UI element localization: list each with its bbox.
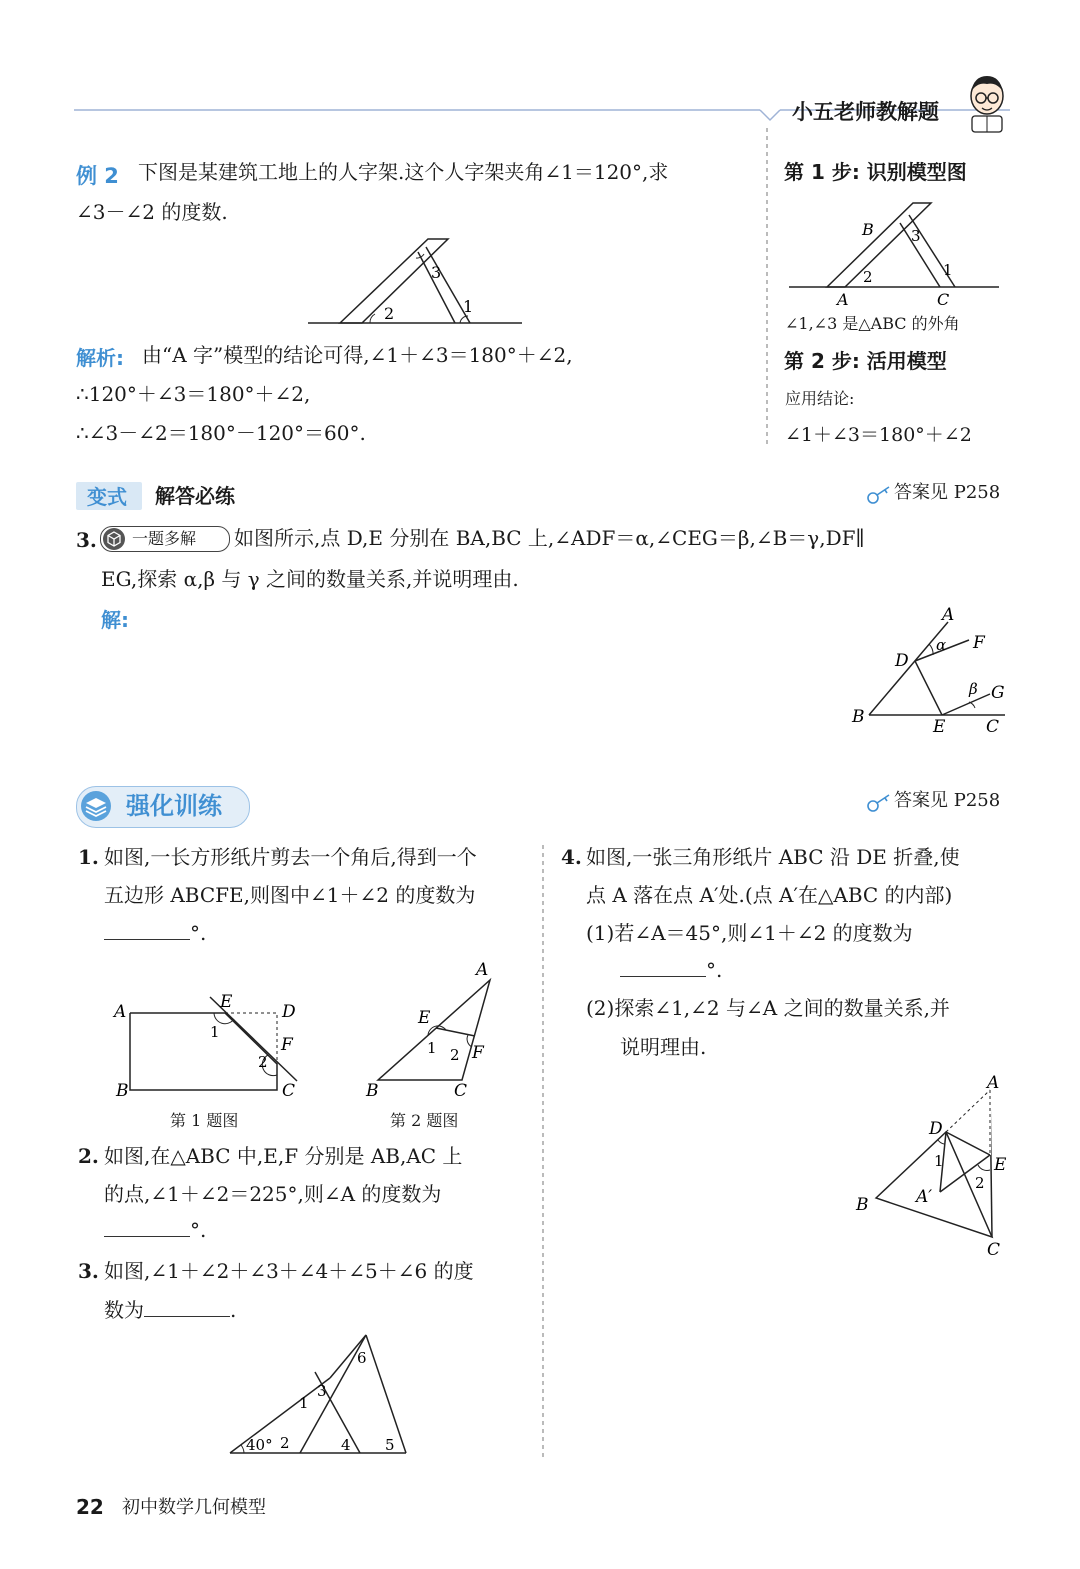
sidebar-apply-formula: ∠1＋∠3＝180°＋∠2 bbox=[785, 424, 972, 446]
q3-fig-label-6: 6 bbox=[357, 1349, 367, 1367]
q4-fig-label-1: 1 bbox=[934, 1152, 944, 1170]
q3-fig-label-4: 4 bbox=[341, 1436, 351, 1454]
q4-part-2-line-1: (2)探索∠1,∠2 与∠A 之间的数量关系,并 bbox=[586, 996, 950, 1020]
analysis-label: 解析: bbox=[76, 346, 124, 370]
q2-answer-blank[interactable] bbox=[104, 1218, 190, 1237]
example-fig-label-2: 2 bbox=[384, 304, 395, 323]
q1-answer-blank[interactable] bbox=[104, 921, 190, 940]
training-title: 强化训练 bbox=[126, 792, 222, 820]
sidebar-fig-label-3: 3 bbox=[911, 227, 921, 245]
q1-fig-label-B: B bbox=[116, 1081, 129, 1101]
page-number: 22 bbox=[76, 1495, 104, 1519]
variant-fig-label-G: G bbox=[991, 683, 1005, 703]
q4-line-2: 点 A 落在点 A′处.(点 A′在△ABC 的内部) bbox=[586, 883, 953, 907]
q4-fig-label-D: D bbox=[929, 1119, 943, 1139]
column-divider bbox=[541, 845, 545, 1460]
example-fig-label-1: 1 bbox=[463, 297, 474, 316]
sidebar-fig-label-C: C bbox=[937, 290, 950, 309]
layers-icon bbox=[80, 790, 114, 822]
analysis-line-2: ∴120°＋∠3＝180°＋∠2, bbox=[76, 382, 311, 406]
example-figure bbox=[300, 230, 530, 330]
variant-fig-label-E: E bbox=[933, 717, 946, 737]
teacher-avatar-icon bbox=[962, 70, 1012, 136]
q3-answer-blank[interactable] bbox=[144, 1298, 230, 1317]
q4-number: 4. bbox=[561, 845, 582, 869]
q4-fig-label-A: A bbox=[987, 1073, 1000, 1093]
q2-fig-label-2: 2 bbox=[450, 1046, 460, 1064]
sidebar-fig-label-B: B bbox=[862, 220, 874, 239]
q2-line-3 bbox=[104, 1218, 206, 1242]
sidebar-fig-label-2: 2 bbox=[863, 268, 873, 286]
q2-fig-label-F: F bbox=[472, 1043, 484, 1063]
q4-fig-label-B: B bbox=[856, 1195, 869, 1215]
variant-fig-label-C: C bbox=[986, 717, 1000, 737]
sidebar-fig-label-A: A bbox=[837, 290, 849, 309]
q4-part-1-suffix: °. bbox=[706, 958, 723, 982]
q1-line-3-suffix: °. bbox=[190, 921, 207, 945]
q3-line-2-suffix: . bbox=[230, 1298, 237, 1322]
analysis-line-1: 由“A 字”模型的结论可得,∠1＋∠3＝180°＋∠2, bbox=[142, 343, 573, 367]
cube-icon bbox=[102, 527, 126, 551]
sidebar-step-2: 第 2 步: 活用模型 bbox=[784, 349, 947, 373]
variant-fig-label-alpha: α bbox=[936, 636, 947, 654]
q3-fig-label-5: 5 bbox=[385, 1436, 395, 1454]
example-line-2: ∠3－∠2 的度数. bbox=[76, 200, 228, 224]
q2-fig-label-B: B bbox=[366, 1081, 379, 1101]
q3-fig-label-2: 2 bbox=[280, 1434, 290, 1452]
variant-tag-text: 变式 bbox=[87, 485, 127, 509]
variant-fig-label-B: B bbox=[852, 707, 865, 727]
analysis-line-3: ∴∠3－∠2＝180°－120°＝60°. bbox=[76, 421, 366, 445]
q2-number: 2. bbox=[78, 1144, 99, 1168]
q4-fig-label-E: E bbox=[994, 1155, 1007, 1175]
q1-fig-label-E: E bbox=[220, 992, 233, 1012]
q2-fig-label-1: 1 bbox=[427, 1039, 437, 1057]
sidebar-figure bbox=[785, 195, 1005, 310]
variant-line-2: EG,探索 α,β 与 γ 之间的数量关系,并说明理由. bbox=[101, 567, 519, 591]
q2-fig-label-C: C bbox=[454, 1081, 468, 1101]
q4-answer-blank[interactable] bbox=[620, 958, 706, 977]
q2-line-3-suffix: °. bbox=[190, 1218, 207, 1242]
variant-question-number: 3. bbox=[76, 528, 97, 552]
q1-line-1: 如图,一长方形纸片剪去一个角后,得到一个 bbox=[104, 845, 477, 869]
q4-fig-label-A-prime: A′ bbox=[916, 1187, 933, 1207]
q2-line-1: 如图,在△ABC 中,E,F 分别是 AB,AC 上 bbox=[104, 1144, 463, 1168]
q4-figure bbox=[850, 1070, 1020, 1265]
q1-line-2: 五边形 ABCFE,则图中∠1＋∠2 的度数为 bbox=[104, 883, 476, 907]
example-label: 例 2 bbox=[76, 164, 119, 188]
sidebar-fig-label-1: 1 bbox=[943, 261, 953, 279]
variant-title: 解答必练 bbox=[155, 484, 235, 508]
q2-fig-label-A: A bbox=[476, 960, 489, 980]
q2-fig-label-E: E bbox=[418, 1008, 431, 1028]
variant-figure bbox=[845, 600, 1015, 740]
variant-fig-label-beta: β bbox=[969, 680, 978, 698]
variant-fig-label-D: D bbox=[895, 651, 909, 671]
q3-figure bbox=[220, 1330, 420, 1460]
q2-figure bbox=[360, 958, 510, 1103]
q3-number: 3. bbox=[78, 1259, 99, 1283]
q4-fig-label-C: C bbox=[987, 1240, 1001, 1260]
q1-line-3 bbox=[104, 921, 206, 945]
q3-fig-label-1: 1 bbox=[299, 1394, 309, 1412]
q1-caption: 第 1 题图 bbox=[170, 1111, 239, 1130]
sidebar-step-1: 第 1 步: 识别模型图 bbox=[784, 160, 967, 184]
q4-fig-label-2: 2 bbox=[975, 1174, 985, 1192]
sidebar-apply-label: 应用结论: bbox=[785, 389, 855, 408]
q1-fig-label-C: C bbox=[282, 1081, 296, 1101]
badge-text: 一题多解 bbox=[132, 529, 197, 548]
key-icon-2 bbox=[866, 792, 892, 814]
variant-line-1: 如图所示,点 D,E 分别在 BA,BC 上,∠ADF＝α,∠CEG＝β,∠B＝γ,DF∥ bbox=[234, 526, 865, 550]
sidebar-caption: ∠1,∠3 是△ABC 的外角 bbox=[785, 314, 960, 333]
q1-fig-label-A: A bbox=[114, 1002, 127, 1022]
q4-line-1: 如图,一张三角形纸片 ABC 沿 DE 折叠,使 bbox=[586, 845, 960, 869]
q1-fig-label-1: 1 bbox=[210, 1023, 220, 1041]
sidebar-title: 小五老师教解题 bbox=[792, 100, 939, 124]
sidebar-divider bbox=[765, 128, 769, 448]
q3-line-2-prefix: 数为 bbox=[104, 1298, 144, 1322]
example-line-1: 下图是某建筑工地上的人字架.这个人字架夹角∠1＝120°,求 bbox=[138, 160, 669, 184]
q3-fig-label-3: 3 bbox=[317, 1382, 327, 1400]
q3-line-1: 如图,∠1＋∠2＋∠3＋∠4＋∠5＋∠6 的度 bbox=[104, 1259, 474, 1283]
q1-fig-label-F: F bbox=[281, 1035, 293, 1055]
q3-fig-label-40: 40° bbox=[246, 1436, 273, 1454]
q1-figure bbox=[110, 985, 310, 1105]
q4-part-2-line-2: 说明理由. bbox=[620, 1035, 707, 1059]
q3-line-2 bbox=[104, 1298, 236, 1322]
q4-part-1: (1)若∠A＝45°,则∠1＋∠2 的度数为 bbox=[586, 921, 913, 945]
q4-part-1-answer bbox=[620, 958, 722, 982]
q2-caption: 第 2 题图 bbox=[390, 1111, 459, 1130]
variant-fig-label-A: A bbox=[942, 605, 955, 625]
key-icon bbox=[866, 484, 892, 506]
book-title: 初中数学几何模型 bbox=[122, 1497, 266, 1518]
q1-number: 1. bbox=[78, 845, 99, 869]
example-fig-label-3: 3 bbox=[431, 263, 442, 282]
variant-fig-label-F: F bbox=[973, 633, 985, 653]
q2-line-2: 的点,∠1＋∠2＝225°,则∠A 的度数为 bbox=[104, 1182, 442, 1206]
variant-answer-ref: 答案见 P258 bbox=[894, 482, 1001, 503]
q1-fig-label-D: D bbox=[282, 1002, 296, 1022]
variant-solve-label: 解: bbox=[101, 608, 129, 632]
q1-fig-label-2: 2 bbox=[258, 1053, 268, 1071]
training-answer-ref: 答案见 P258 bbox=[894, 790, 1001, 811]
